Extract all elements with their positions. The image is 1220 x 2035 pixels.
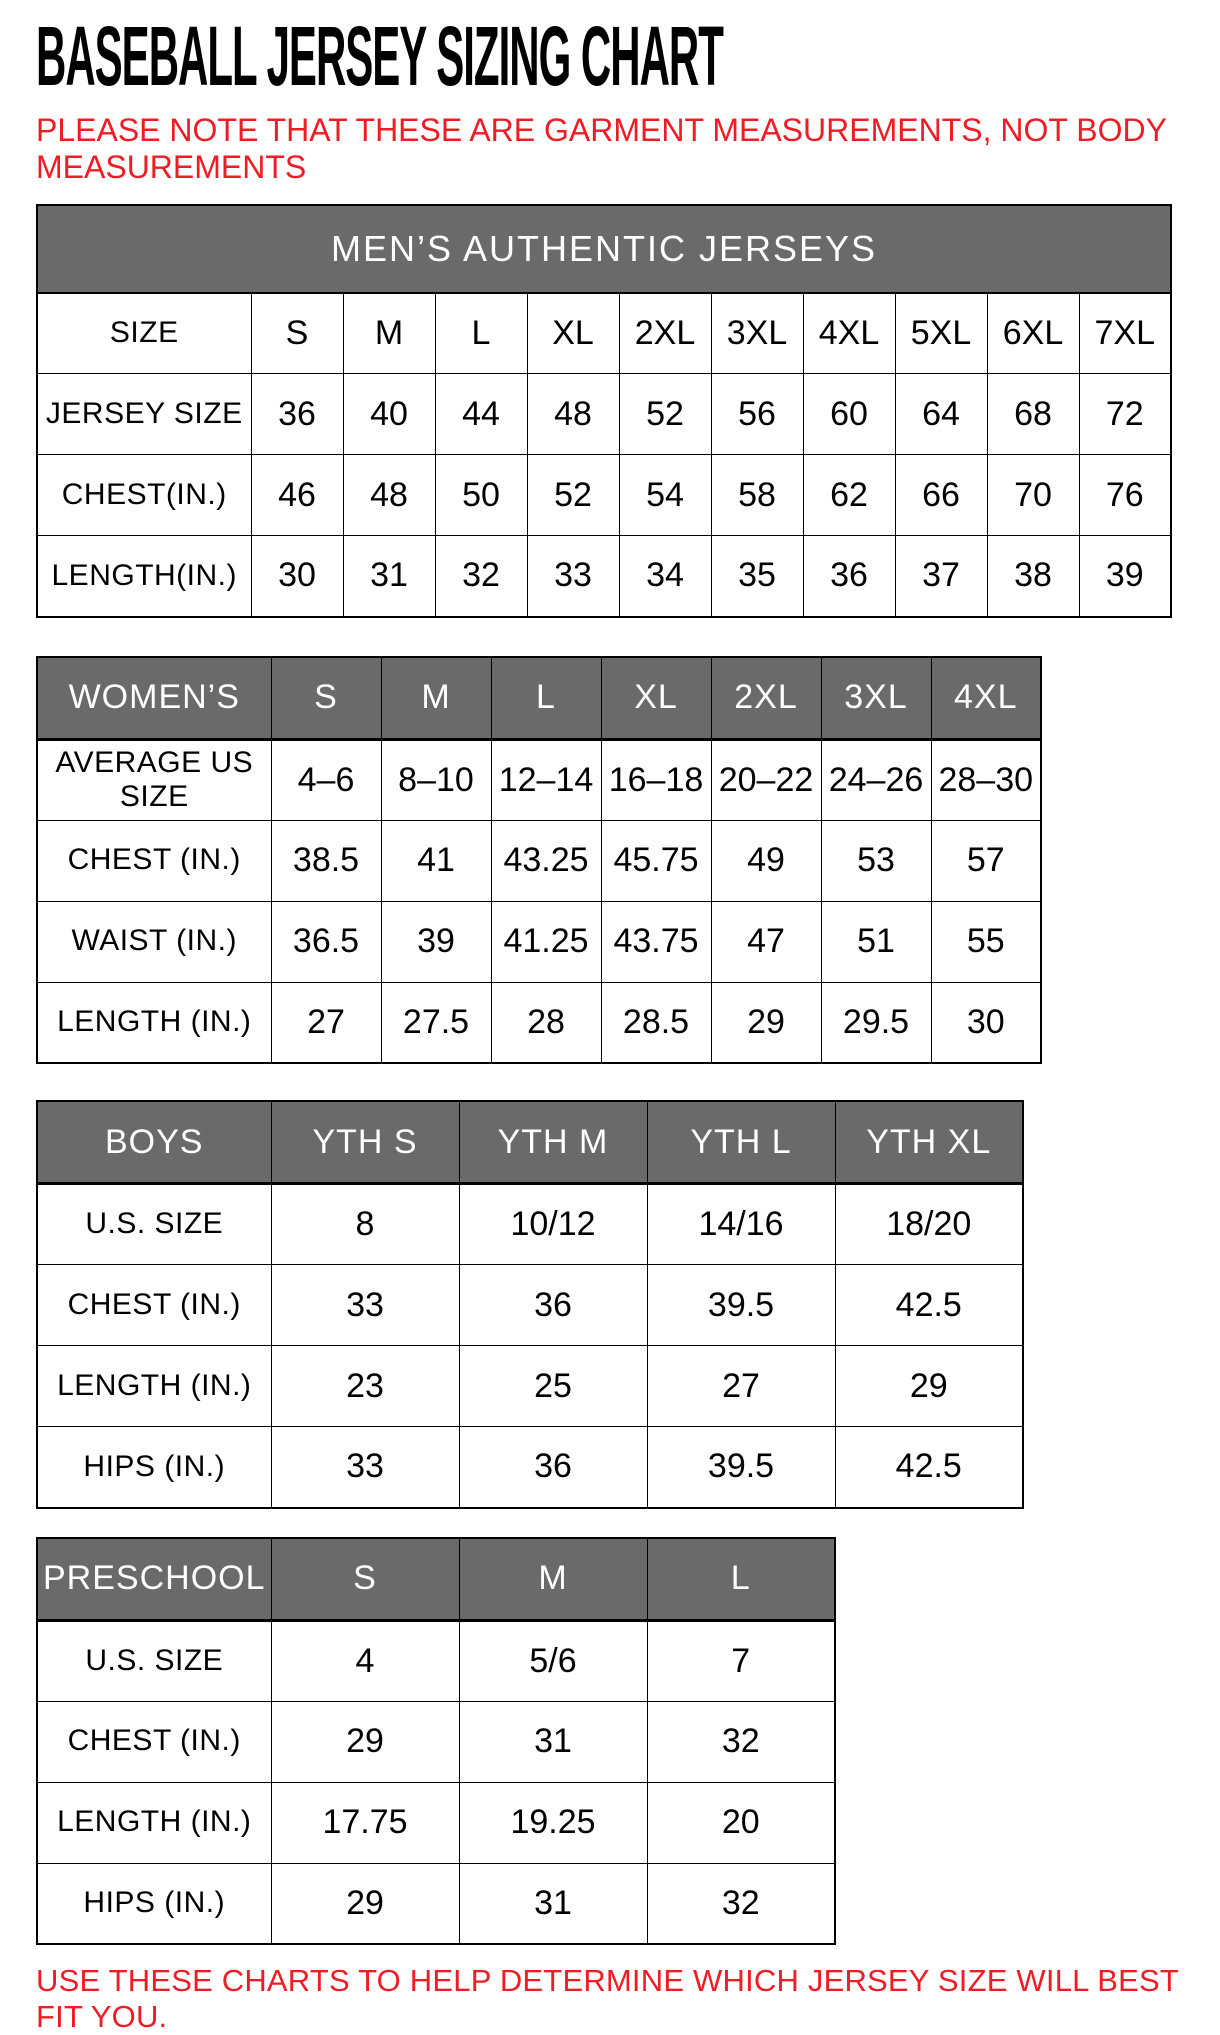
women-col-header: 4XL — [931, 657, 1041, 740]
men-cell: 60 — [803, 374, 895, 455]
women-cell: 30 — [931, 982, 1041, 1063]
women-col-header: L — [491, 657, 601, 740]
boys-row — [37, 1427, 1023, 1508]
men-cell: 72 — [1079, 374, 1171, 455]
note-line-1: PLEASE NOTE THAT THESE ARE GARMENT MEASUREMENTS, NOT BODY — [36, 112, 1167, 148]
boys-cell: 33 — [271, 1265, 459, 1346]
men-row — [37, 293, 1171, 374]
men-cell: XL — [527, 293, 619, 374]
women-col-header: XL — [601, 657, 711, 740]
women-cell: 43.75 — [601, 901, 711, 982]
men-cell: 33 — [527, 536, 619, 617]
men-cell: 52 — [619, 374, 711, 455]
boys-row-label: HIPS (IN.) — [37, 1427, 271, 1508]
boys-cell: 8 — [271, 1184, 459, 1265]
preschool-row-label: HIPS (IN.) — [37, 1863, 271, 1944]
preschool-cell: 32 — [647, 1701, 835, 1782]
men-row-label: SIZE — [37, 293, 251, 374]
note-line-2: MEASUREMENTS — [36, 148, 307, 185]
women-cell: 41 — [381, 820, 491, 901]
preschool-row — [37, 1782, 835, 1863]
men-cell: 70 — [987, 455, 1079, 536]
men-cell: 48 — [527, 374, 619, 455]
men-cell: 34 — [619, 536, 711, 617]
women-col-header: M — [381, 657, 491, 740]
men-row-label: CHEST(IN.) — [37, 455, 251, 536]
men-cell: 62 — [803, 455, 895, 536]
boys-cell: 25 — [459, 1346, 647, 1427]
boys-row — [37, 1265, 1023, 1346]
men-cell: M — [343, 293, 435, 374]
preschool-cell: 4 — [271, 1620, 459, 1701]
women-cell: 24–26 — [821, 739, 931, 820]
women-row-label: AVERAGE US SIZE — [37, 739, 271, 820]
women-cell: 36.5 — [271, 901, 381, 982]
boys-cell: 14/16 — [647, 1184, 835, 1265]
men-cell: 40 — [343, 374, 435, 455]
men-cell: 66 — [895, 455, 987, 536]
preschool-cell: 29 — [271, 1701, 459, 1782]
preschool-cell: 31 — [459, 1863, 647, 1944]
boys-col-header: YTH M — [459, 1101, 647, 1184]
boys-row-label: U.S. SIZE — [37, 1184, 271, 1265]
boys-cell: 42.5 — [835, 1427, 1023, 1508]
preschool-cell: 5/6 — [459, 1620, 647, 1701]
women-row — [37, 739, 1041, 820]
boys-col-header: YTH XL — [835, 1101, 1023, 1184]
men-cell: 36 — [803, 536, 895, 617]
preschool-cell: 29 — [271, 1863, 459, 1944]
women-cell: 20–22 — [711, 739, 821, 820]
preschool-cell: 31 — [459, 1701, 647, 1782]
women-col-header: 3XL — [821, 657, 931, 740]
garment-measurement-note — [36, 112, 1220, 186]
women-cell: 29.5 — [821, 982, 931, 1063]
preschool-row-label: LENGTH (IN.) — [37, 1782, 271, 1863]
footer-text: USE THESE CHARTS TO HELP DETERMINE WHICH JERSEY SIZE WILL BEST FIT YOU. — [36, 1963, 1179, 2035]
boys-cell: 23 — [271, 1346, 459, 1427]
men-cell: 5XL — [895, 293, 987, 374]
women-cell: 49 — [711, 820, 821, 901]
men-row — [37, 374, 1171, 455]
women-cell: 27.5 — [381, 982, 491, 1063]
women-header-row — [37, 657, 1041, 740]
men-cell: 64 — [895, 374, 987, 455]
preschool-row-label: U.S. SIZE — [37, 1620, 271, 1701]
boys-row-label: LENGTH (IN.) — [37, 1346, 271, 1427]
women-cell: 8–10 — [381, 739, 491, 820]
men-cell: 37 — [895, 536, 987, 617]
men-row-label: JERSEY SIZE — [37, 374, 251, 455]
women-row — [37, 901, 1041, 982]
women-cell: 28 — [491, 982, 601, 1063]
preschool-cell: 20 — [647, 1782, 835, 1863]
men-cell: 58 — [711, 455, 803, 536]
boys-row-label: CHEST (IN.) — [37, 1265, 271, 1346]
womens-sizing-table — [36, 656, 1042, 1065]
women-cell: 47 — [711, 901, 821, 982]
men-row-label: LENGTH(IN.) — [37, 536, 251, 617]
men-cell: 36 — [251, 374, 343, 455]
boys-cell: 29 — [835, 1346, 1023, 1427]
boys-cell: 39.5 — [647, 1265, 835, 1346]
women-cell: 29 — [711, 982, 821, 1063]
men-row — [37, 455, 1171, 536]
women-col-header: S — [271, 657, 381, 740]
preschool-cell: 19.25 — [459, 1782, 647, 1863]
women-row — [37, 820, 1041, 901]
boys-cell: 18/20 — [835, 1184, 1023, 1265]
men-cell: 39 — [1079, 536, 1171, 617]
boys-cell: 36 — [459, 1427, 647, 1508]
boys-cell: 36 — [459, 1265, 647, 1346]
men-cell: 68 — [987, 374, 1079, 455]
men-cell: 31 — [343, 536, 435, 617]
men-cell: 32 — [435, 536, 527, 617]
women-cell: 39 — [381, 901, 491, 982]
boys-col-header: YTH L — [647, 1101, 835, 1184]
women-cell: 45.75 — [601, 820, 711, 901]
men-cell: S — [251, 293, 343, 374]
women-row-label: WAIST (IN.) — [37, 901, 271, 982]
boys-header-row — [37, 1101, 1023, 1184]
men-cell: 2XL — [619, 293, 711, 374]
men-cell: 38 — [987, 536, 1079, 617]
women-cell: 51 — [821, 901, 931, 982]
men-cell: 46 — [251, 455, 343, 536]
men-cell: 6XL — [987, 293, 1079, 374]
men-cell: L — [435, 293, 527, 374]
boys-row — [37, 1346, 1023, 1427]
preschool-col-header: L — [647, 1538, 835, 1621]
boys-cell: 42.5 — [835, 1265, 1023, 1346]
preschool-row — [37, 1620, 835, 1701]
men-cell: 54 — [619, 455, 711, 536]
women-cell: 12–14 — [491, 739, 601, 820]
women-cell: 4–6 — [271, 739, 381, 820]
men-cell: 56 — [711, 374, 803, 455]
women-cell: 27 — [271, 982, 381, 1063]
women-cell: 38.5 — [271, 820, 381, 901]
boys-col-header: YTH S — [271, 1101, 459, 1184]
boys-cell: 27 — [647, 1346, 835, 1427]
boys-cell: 10/12 — [459, 1184, 647, 1265]
men-cell: 4XL — [803, 293, 895, 374]
women-cell: 53 — [821, 820, 931, 901]
women-col-header: 2XL — [711, 657, 821, 740]
page-title — [36, 9, 1220, 103]
women-cell: 43.25 — [491, 820, 601, 901]
women-cell: 57 — [931, 820, 1041, 901]
boys-corner-header: BOYS — [37, 1101, 271, 1184]
page-title-text: BASEBALL JERSEY SIZING CHART — [36, 9, 723, 103]
preschool-cell: 17.75 — [271, 1782, 459, 1863]
preschool-col-header: M — [459, 1538, 647, 1621]
men-cell: 35 — [711, 536, 803, 617]
men-cell: 76 — [1079, 455, 1171, 536]
preschool-cell: 7 — [647, 1620, 835, 1701]
preschool-row — [37, 1863, 835, 1944]
women-row-label: CHEST (IN.) — [37, 820, 271, 901]
men-cell: 7XL — [1079, 293, 1171, 374]
women-cell: 28–30 — [931, 739, 1041, 820]
men-cell: 3XL — [711, 293, 803, 374]
boys-cell: 39.5 — [647, 1427, 835, 1508]
women-cell: 55 — [931, 901, 1041, 982]
men-cell: 48 — [343, 455, 435, 536]
boys-cell: 33 — [271, 1427, 459, 1508]
women-row-label: LENGTH (IN.) — [37, 982, 271, 1063]
men-cell: 30 — [251, 536, 343, 617]
women-corner-header: WOMEN’S — [37, 657, 271, 740]
men-row — [37, 536, 1171, 617]
preschool-sizing-table — [36, 1537, 836, 1946]
boys-row — [37, 1184, 1023, 1265]
women-cell: 41.25 — [491, 901, 601, 982]
men-cell: 52 — [527, 455, 619, 536]
men-table-banner: MEN’S AUTHENTIC JERSEYS — [37, 205, 1171, 293]
women-row — [37, 982, 1041, 1063]
preschool-header-row — [37, 1538, 835, 1621]
mens-sizing-table — [36, 204, 1172, 618]
men-cell: 50 — [435, 455, 527, 536]
men-cell: 44 — [435, 374, 527, 455]
preschool-corner-header: PRESCHOOL — [37, 1538, 271, 1621]
preschool-row — [37, 1701, 835, 1782]
preschool-row-label: CHEST (IN.) — [37, 1701, 271, 1782]
women-cell: 28.5 — [601, 982, 711, 1063]
preschool-col-header: S — [271, 1538, 459, 1621]
women-cell: 16–18 — [601, 739, 711, 820]
preschool-cell: 32 — [647, 1863, 835, 1944]
boys-sizing-table — [36, 1100, 1024, 1509]
